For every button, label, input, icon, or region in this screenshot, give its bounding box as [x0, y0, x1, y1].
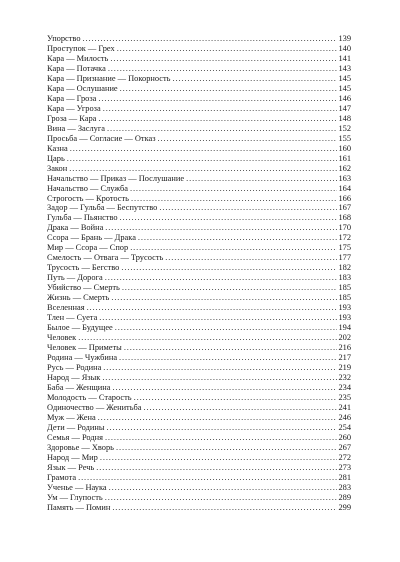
- toc-entry-title: Муж — Жена: [47, 412, 96, 422]
- toc-entry: [47, 94, 351, 104]
- toc-entry: [47, 223, 351, 233]
- toc-entry: [47, 34, 351, 44]
- toc-entry: [47, 383, 351, 393]
- toc-entry-page: 139: [338, 34, 351, 43]
- dot-leader: [112, 503, 337, 513]
- dot-leader: [108, 64, 338, 74]
- toc-entry-page: 161: [338, 153, 351, 163]
- toc-entry: [47, 373, 351, 383]
- dot-leader: [122, 283, 338, 293]
- dot-leader: [112, 383, 337, 393]
- dot-leader: [159, 203, 337, 213]
- toc-entry: [47, 253, 351, 263]
- toc-entry: [47, 493, 351, 503]
- toc-entry-page: 235: [338, 392, 351, 402]
- toc-entry-title: Кара — Признание — Покорность: [47, 73, 171, 83]
- toc-entry: [47, 104, 351, 114]
- toc-entry: [47, 233, 351, 243]
- toc-entry-title: Семья — Родня: [47, 432, 103, 442]
- toc-entry-title: Казна: [47, 143, 68, 153]
- toc-entry-title: Народ — Мир: [47, 452, 98, 462]
- toc-entry-title: Тлен — Суета: [47, 313, 98, 323]
- toc-entry-title: Жизнь — Смерть: [47, 293, 110, 303]
- dot-leader: [98, 94, 337, 104]
- toc-entry-page: 183: [338, 273, 351, 283]
- toc-entry-page: 202: [338, 333, 351, 343]
- toc-entry: [47, 323, 351, 333]
- toc-entry-title: Ум — Глупость: [47, 492, 103, 502]
- toc-entry-title: Строгость — Кротость: [47, 193, 129, 203]
- dot-leader: [83, 34, 338, 44]
- toc-entry: [47, 154, 351, 164]
- toc-entry-title: Кара — Гроза: [47, 93, 97, 103]
- dot-leader: [67, 154, 338, 164]
- toc-entry-page: 140: [338, 43, 351, 53]
- toc-entry-title: Вселенная: [47, 303, 85, 313]
- toc-entry-title: Память — Помин: [47, 502, 111, 512]
- toc-entry-title: Дети — Родины: [47, 422, 105, 432]
- toc-entry-title: Драка — Война: [47, 223, 104, 233]
- toc-entry: [47, 293, 351, 303]
- toc-entry: [47, 64, 351, 74]
- toc-entry: [47, 54, 351, 64]
- toc-entry-page: 168: [338, 213, 351, 223]
- toc-entry: [47, 503, 351, 513]
- toc-entry: [47, 273, 351, 283]
- toc-entry-title: Человек: [47, 333, 77, 343]
- toc-entry-title: Мир — Ссора — Спор: [47, 243, 129, 253]
- toc-entry-title: Упорство: [47, 34, 81, 43]
- toc-entry: [47, 343, 351, 353]
- toc-entry-page: 145: [338, 83, 351, 93]
- toc-entry: [47, 403, 351, 413]
- toc-entry-title: Одиночество — Женитьба: [47, 402, 142, 412]
- toc-entry-page: 143: [338, 63, 351, 73]
- toc-entry: [47, 313, 351, 323]
- toc-entry: [47, 393, 351, 403]
- dot-leader: [105, 433, 338, 443]
- dot-leader: [119, 353, 337, 363]
- toc-entry-title: Гульба — Пьянство: [47, 213, 118, 223]
- toc-entry-page: 232: [338, 372, 351, 382]
- toc-entry: [47, 443, 351, 453]
- dot-leader: [121, 263, 337, 273]
- dot-leader: [172, 74, 337, 84]
- toc-entry-page: 273: [338, 462, 351, 472]
- toc-entry-title: Просьба — Согласие — Отказ: [47, 133, 156, 143]
- toc-entry: [47, 433, 351, 443]
- dot-leader: [103, 104, 338, 114]
- dot-leader: [96, 463, 337, 473]
- toc-entry: [47, 423, 351, 433]
- toc-entry: [47, 124, 351, 134]
- dot-leader: [87, 303, 338, 313]
- toc-entry-page: 167: [338, 203, 351, 213]
- toc-entry-page: 145: [338, 73, 351, 83]
- toc-entry-page: 193: [338, 313, 351, 323]
- dot-leader: [102, 373, 337, 383]
- dot-leader: [105, 223, 337, 233]
- toc-entry-page: 162: [338, 163, 351, 173]
- toc-entry-title: Народ — Язык: [47, 372, 101, 382]
- toc-entry-title: Кара — Потачка: [47, 63, 106, 73]
- toc-entry: [47, 413, 351, 423]
- toc-entry-title: Проступок — Грех: [47, 43, 115, 53]
- toc-entry-title: Былое — Будущее: [47, 323, 113, 333]
- toc-entry-title: Царь: [47, 153, 65, 163]
- toc-entry-page: 299: [338, 502, 351, 512]
- dot-leader: [111, 293, 337, 303]
- toc-entry-title: Вина — Заслуга: [47, 123, 105, 133]
- toc-entry-title: Кара — Милость: [47, 53, 109, 63]
- toc-entry-page: 217: [338, 353, 351, 362]
- toc-entry-page: 170: [338, 223, 351, 233]
- toc-entry-page: 281: [338, 472, 351, 482]
- toc-entry-title: Убийство — Смерть: [47, 283, 120, 293]
- dot-leader: [158, 134, 338, 144]
- dot-leader: [106, 423, 337, 433]
- toc-entry-title: Человек — Приметы: [47, 343, 122, 353]
- dot-leader: [99, 313, 337, 323]
- dot-leader: [120, 84, 338, 94]
- toc-entry: [47, 263, 351, 273]
- toc-entry-page: 182: [338, 263, 351, 273]
- dot-leader: [115, 323, 338, 333]
- toc-entry-page: 216: [338, 343, 351, 353]
- toc-entry-page: 241: [338, 402, 351, 412]
- toc-entry-page: 254: [338, 422, 351, 432]
- toc-entry-page: 260: [338, 432, 351, 442]
- dot-leader: [138, 233, 338, 243]
- toc-entry-page: 175: [338, 243, 351, 253]
- dot-leader: [124, 343, 338, 353]
- toc-entry: [47, 303, 351, 313]
- toc-entry-title: Ученье — Наука: [47, 482, 107, 492]
- toc-entry-title: Родина — Чужбина: [47, 353, 118, 362]
- toc-entry: [47, 353, 351, 363]
- dot-leader: [98, 413, 338, 423]
- dot-leader: [110, 54, 337, 64]
- toc-entry-page: 146: [338, 93, 351, 103]
- dot-leader: [109, 483, 338, 493]
- toc-entry-page: 194: [338, 323, 351, 333]
- toc-entry-page: 177: [338, 253, 351, 263]
- dot-leader: [134, 393, 338, 403]
- dot-leader: [117, 44, 338, 54]
- toc-entry: [47, 453, 351, 463]
- toc-entry-page: 147: [338, 103, 351, 113]
- dot-leader: [98, 114, 337, 124]
- toc-entry: [47, 84, 351, 94]
- toc-entry: [47, 74, 351, 84]
- toc-entry-title: Смелость — Отвага — Трусость: [47, 253, 164, 263]
- toc-entry: [47, 203, 351, 213]
- toc-entry-page: 185: [338, 283, 351, 293]
- dot-leader: [103, 363, 337, 373]
- toc-entry: [47, 213, 351, 223]
- toc-entry-title: Закон: [47, 163, 68, 173]
- dot-leader: [107, 124, 337, 134]
- toc-entry-page: 234: [338, 382, 351, 392]
- toc-entry: [47, 134, 351, 144]
- toc-entry-title: Начальство — Служба: [47, 183, 128, 193]
- toc-entry-page: 283: [338, 482, 351, 492]
- toc-entry-title: Грамота: [47, 472, 77, 482]
- toc-entry: [47, 463, 351, 473]
- toc-entry-title: Ссора — Брань — Драка: [47, 233, 136, 243]
- toc-entry-title: Молодость — Старость: [47, 392, 132, 402]
- dot-leader: [105, 273, 338, 283]
- toc-entry-page: 193: [338, 303, 351, 313]
- toc-entry-title: Здоровье — Хворь: [47, 442, 115, 452]
- toc-entry-page: 141: [338, 53, 351, 63]
- toc-entry: [47, 184, 351, 194]
- dot-leader: [130, 184, 337, 194]
- toc-entry-page: 267: [338, 442, 351, 452]
- toc-entry-page: 289: [338, 492, 351, 502]
- toc-entry: [47, 114, 351, 124]
- toc-entry-page: 148: [338, 113, 351, 123]
- toc-entry-title: Русь — Родина: [47, 362, 102, 372]
- toc-entry-page: 185: [338, 293, 351, 303]
- dot-leader: [186, 174, 337, 184]
- toc-entry-title: Задор — Гульба — Беспутство: [47, 203, 158, 213]
- toc-entry-page: 152: [338, 123, 351, 133]
- dot-leader: [165, 253, 337, 263]
- dot-leader: [100, 453, 338, 463]
- toc-entry: [47, 473, 351, 483]
- toc-entry-page: 164: [338, 183, 351, 193]
- toc-entry-page: 219: [338, 362, 351, 372]
- toc-entry-page: 272: [338, 452, 351, 462]
- dot-leader: [69, 164, 337, 174]
- toc-entry-page: 172: [338, 233, 351, 243]
- dot-leader: [131, 194, 337, 204]
- toc-entry: [47, 283, 351, 293]
- toc-entry: [47, 194, 351, 204]
- toc-entry: [47, 164, 351, 174]
- toc-entry-page: 155: [338, 133, 351, 143]
- dot-leader: [116, 443, 337, 453]
- dot-leader: [120, 213, 338, 223]
- toc-entry-title: Кара — Ослушание: [47, 83, 118, 93]
- dot-leader: [130, 243, 337, 253]
- toc-entry-page: 163: [338, 173, 351, 183]
- toc-entry-title: Кара — Угроза: [47, 103, 101, 113]
- dot-leader: [78, 473, 337, 483]
- toc-entry: [47, 144, 351, 154]
- toc-entry-title: Начальство — Приказ — Послушание: [47, 173, 185, 183]
- toc-entry-page: 166: [338, 193, 351, 203]
- toc-entry: [47, 44, 351, 54]
- toc-entry-title: Трусость — Бегство: [47, 263, 120, 273]
- toc-entry: [47, 243, 351, 253]
- dot-leader: [144, 403, 338, 413]
- toc-entry: [47, 483, 351, 493]
- toc-entry-page: 160: [338, 143, 351, 153]
- toc-entry: [47, 333, 351, 343]
- toc-entry-title: Язык — Речь: [47, 462, 95, 472]
- toc-entry-title: Путь — Дорога: [47, 273, 103, 283]
- dot-leader: [78, 333, 337, 343]
- toc-entry: [47, 174, 351, 184]
- toc-entry-title: Гроза — Кара: [47, 113, 97, 123]
- toc-entry-page: 246: [338, 412, 351, 422]
- dot-leader: [105, 493, 338, 503]
- dot-leader: [70, 144, 338, 154]
- table-of-contents: [47, 34, 351, 513]
- toc-entry: [47, 363, 351, 373]
- toc-entry-title: Баба — Женщина: [47, 382, 111, 392]
